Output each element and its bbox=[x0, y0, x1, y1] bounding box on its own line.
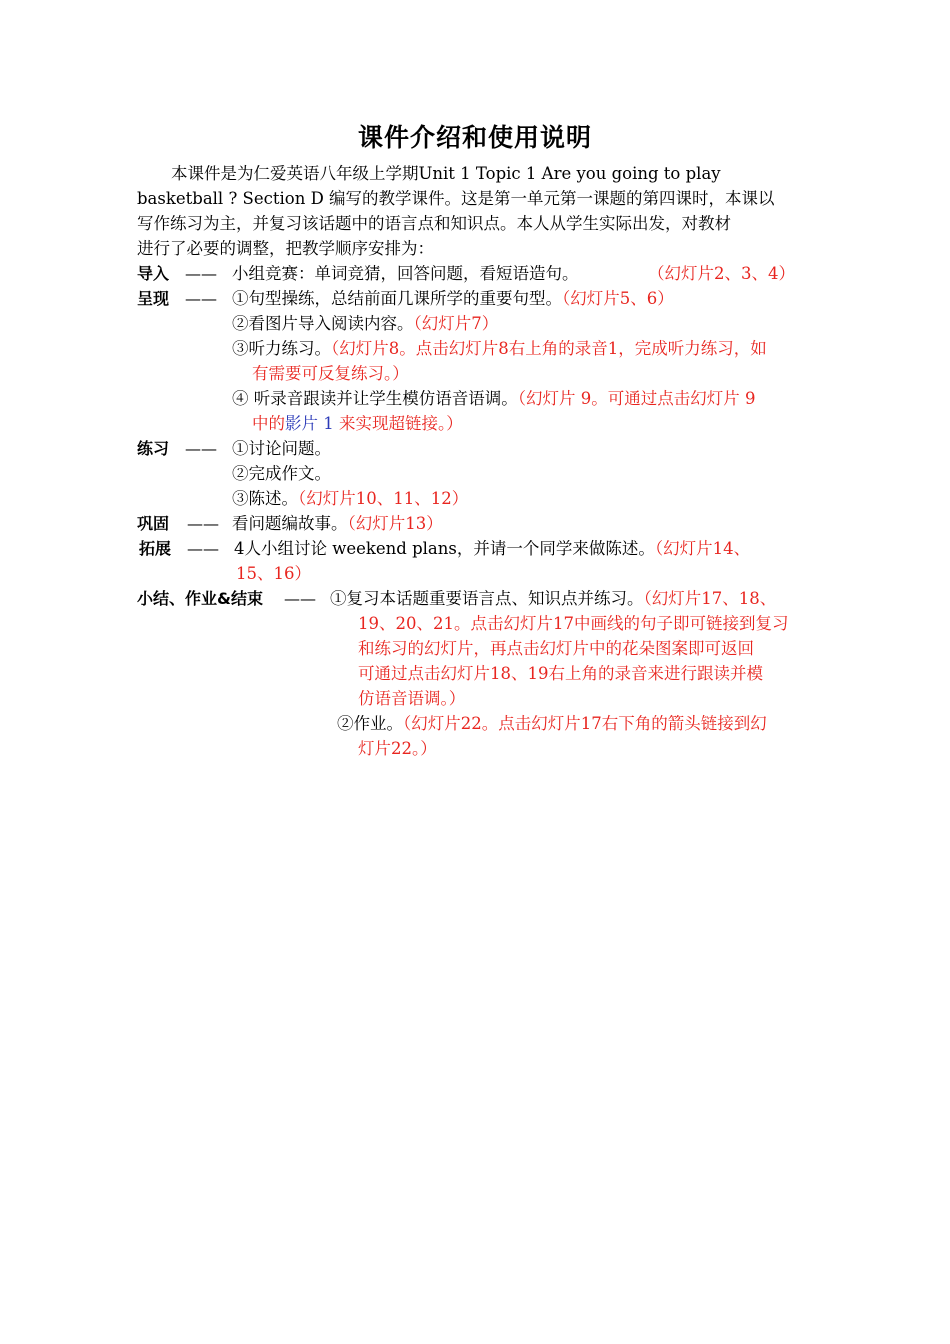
gonggu-text bbox=[232, 511, 443, 536]
daoru-slide-note: （幻灯片2、3、4） bbox=[648, 264, 795, 283]
lianxi-item-3 bbox=[232, 486, 468, 511]
xiaojie-item-2-note: （幻灯片22。点击幻灯片17右下角的箭头链接到幻 bbox=[403, 714, 767, 733]
chengxian-item-1 bbox=[232, 286, 674, 311]
xiaojie-item-1-note-5: 仿语音语调。） bbox=[358, 689, 466, 708]
xiaojie-item-1-note-4: 可通过点击幻灯片18、19右上角的录音来进行跟读并模 bbox=[358, 664, 763, 683]
xiaojie-item-2 bbox=[337, 711, 767, 736]
chengxian-item-4 bbox=[232, 386, 756, 411]
document-title: 课件介绍和使用说明 bbox=[357, 123, 592, 152]
section-dash-xiaojie: —— bbox=[284, 589, 316, 608]
lianxi-item-3-note: （幻灯片10、11、12） bbox=[298, 489, 469, 508]
xiaojie-item-1-text: ①复习本话题重要语言点、知识点并练习。 bbox=[330, 589, 644, 608]
section-dash-tuozhan: —— bbox=[187, 539, 219, 558]
section-dash-chengxian: —— bbox=[185, 289, 217, 308]
section-dash-lianxi: —— bbox=[185, 439, 217, 458]
section-dash-daoru: —— bbox=[185, 264, 217, 283]
daoru-text bbox=[232, 261, 579, 286]
chengxian-item-2 bbox=[232, 311, 498, 336]
chengxian-item-1-note: （幻灯片5、6） bbox=[562, 289, 674, 308]
gonggu-content: 看问题编故事。 bbox=[232, 514, 348, 533]
section-label-lianxi: 练习 bbox=[137, 439, 170, 458]
intro-line-1: 本课件是为仁爱英语八年级上学期Unit 1 Topic 1 Are you going to play bbox=[171, 164, 721, 183]
chengxian-item-2-text: ②看图片导入阅读内容。 bbox=[232, 314, 414, 333]
xiaojie-item-1-note-2: 19、20、21。点击幻灯片17中画线的句子即可链接到复习 bbox=[358, 614, 789, 633]
chengxian-item-4-note-cont bbox=[252, 411, 463, 436]
section-label-daoru: 导入 bbox=[137, 264, 170, 283]
tuozhan-note-cont: 15、16） bbox=[236, 564, 311, 583]
xiaojie-item-1-note-3: 和练习的幻灯片，再点击幻灯片中的花朵图案即可返回 bbox=[358, 639, 754, 658]
chengxian-item-3-note-cont: 有需要可反复练习。） bbox=[252, 364, 409, 383]
section-dash-gonggu: —— bbox=[187, 514, 219, 533]
chengxian-item-4-note-a: 中的 bbox=[252, 414, 285, 433]
tuozhan-content: 4人小组讨论 weekend plans，并请一个同学来做陈述。 bbox=[234, 539, 655, 558]
chengxian-item-1-text: ①句型操练，总结前面几课所学的重要句型。 bbox=[232, 289, 562, 308]
lianxi-item-2: ②完成作文。 bbox=[232, 464, 331, 483]
intro-line-2: basketball ? Section D 编写的教学课件。这是第一单元第一课题的第四课时，本课以 bbox=[137, 189, 775, 208]
section-label-gonggu: 巩固 bbox=[137, 514, 170, 533]
chengxian-item-4-note-b: 来实现超链接。） bbox=[339, 414, 463, 433]
chengxian-item-3-text: ③听力练习。 bbox=[232, 339, 331, 358]
xiaojie-item-1-note: （幻灯片17、18、 bbox=[643, 589, 777, 608]
intro-line-3: 写作练习为主，并复习该话题中的语言点和知识点。本人从学生实际出发，对教材 bbox=[137, 214, 731, 233]
chengxian-item-4-text: ④ 听录音跟读并让学生模仿语音语调。 bbox=[232, 389, 518, 408]
section-label-chengxian: 呈现 bbox=[137, 289, 170, 308]
xiaojie-item-2-text: ②作业。 bbox=[337, 714, 403, 733]
xiaojie-item-1 bbox=[330, 586, 776, 611]
chengxian-item-3-note: （幻灯片8。点击幻灯片8右上角的录音1，完成听力练习，如 bbox=[331, 339, 767, 358]
xiaojie-item-2-note-2: 灯片22。） bbox=[358, 739, 437, 758]
lianxi-item-1: ①讨论问题。 bbox=[232, 439, 331, 458]
gonggu-note: （幻灯片13） bbox=[347, 514, 443, 533]
movie-1-link[interactable]: 影片 1 bbox=[285, 414, 339, 433]
tuozhan-note: （幻灯片14、 bbox=[654, 539, 751, 558]
daoru-content: 小组竞赛：单词竞猜，回答问题，看短语造句。 bbox=[232, 264, 579, 283]
intro-line-4: 进行了必要的调整，把教学顺序安排为： bbox=[137, 239, 434, 258]
section-label-xiaojie: 小结、作业&结束 bbox=[137, 589, 263, 608]
chengxian-item-3 bbox=[232, 336, 767, 361]
tuozhan-text bbox=[234, 536, 750, 561]
chengxian-item-4-note: （幻灯片 9。可通过点击幻灯片 9 bbox=[517, 389, 756, 408]
chengxian-item-2-note: （幻灯片7） bbox=[413, 314, 499, 333]
lianxi-item-3-text: ③陈述。 bbox=[232, 489, 298, 508]
section-label-tuozhan: 拓展 bbox=[139, 539, 172, 558]
